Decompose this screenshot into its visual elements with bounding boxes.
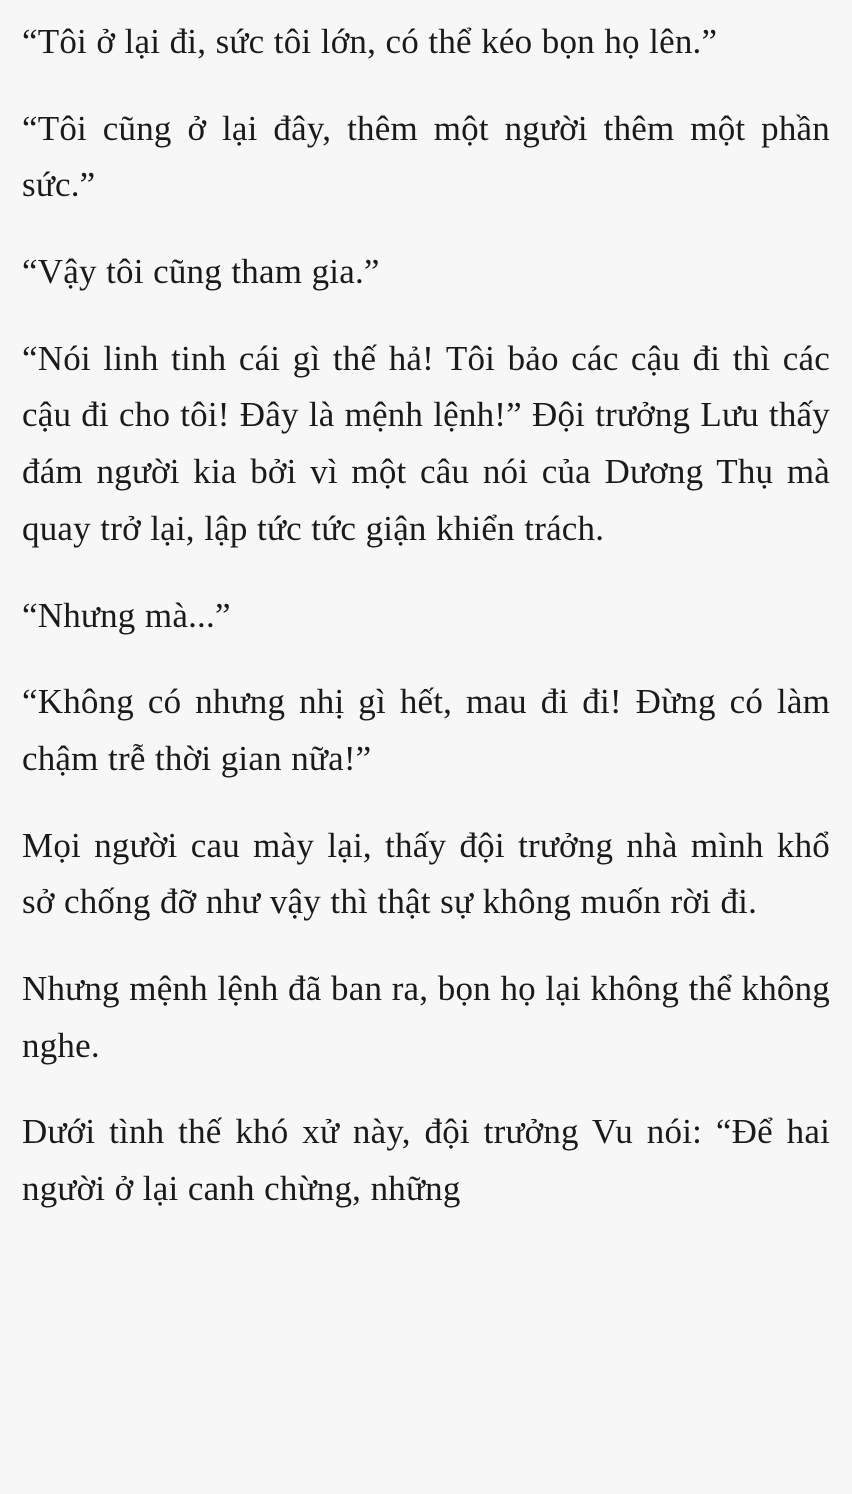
paragraph: Dưới tình thế khó xử này, đội trưởng Vu nói: “Để hai người ở lại canh chừng, những: [22, 1112, 830, 1208]
paragraph: “Tôi ở lại đi, sức tôi lớn, có thể kéo bọn họ lên.”: [22, 22, 718, 61]
paragraph: Mọi người cau mày lại, thấy đội trưởng nhà mình khổ sở chống đỡ như vậy thì thật sự không muốn rời đi.: [22, 825, 830, 922]
paragraph: “Không có nhưng nhị gì hết, mau đi đi! Đừng có làm chậm trễ thời gian nữa!”: [22, 682, 830, 778]
paragraph: Nhưng mệnh lệnh đã ban ra, bọn họ lại không thể không nghe.: [22, 968, 830, 1065]
paragraph: “Nói linh tinh cái gì thế hả! Tôi bảo các cậu đi thì các cậu đi cho tôi! Đây là mệnh lệnh!” Đội trưởng Lưu thấy đám người kia bởi vì một câu nói của Dương Thụ mà quay trở lại, lập tức tức giận khiển trách.: [22, 338, 830, 548]
paragraph: “Tôi cũng ở lại đây, thêm một người thêm một phần sức.”: [22, 108, 830, 205]
paragraph: “Vậy tôi cũng tham gia.”: [22, 252, 380, 292]
paragraph: “Nhưng mà...”: [22, 595, 231, 635]
